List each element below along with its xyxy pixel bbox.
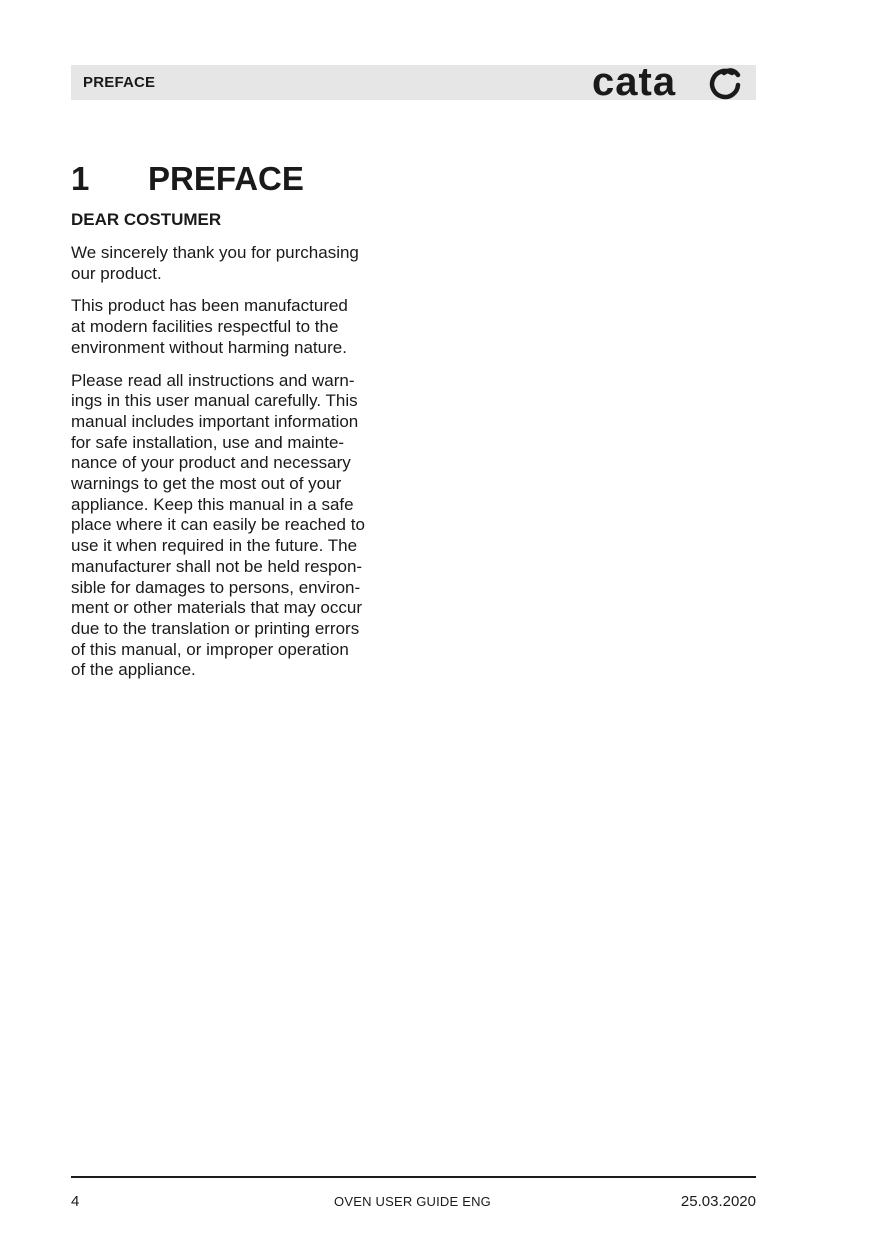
text-line: place where it can easily be reached to [71,515,365,535]
text-line: nance of your product and necessary [71,453,351,473]
text-line: manufacturer shall not be held respon- [71,556,363,576]
chapter-title [71,160,304,198]
chapter-number: 1 [71,160,90,197]
footer-divider [71,1176,756,1178]
text-line: of this manual, or improper operation [71,639,349,659]
text-line: ings in this user manual carefully. This [71,391,358,411]
svg-text:cata: cata [592,65,677,101]
text-line: for safe installation, use and mainte- [71,432,345,452]
text-line: manual includes important information [71,411,359,431]
text-line: use it when required in the future. The [71,536,358,556]
paragraph-manufacturing [71,296,406,358]
paragraph-thanks [71,243,406,284]
text-line: our product. [71,263,162,283]
text-line: Please read all instructions and warn- [71,370,355,390]
cata-logo [592,65,744,101]
text-line: sible for damages to persons, environ- [71,577,361,597]
footer-page-number: 4 [71,1193,80,1210]
text-line: of the appliance. [71,660,196,680]
section-heading: DEAR COSTUMER [71,210,222,229]
footer-date: 25.03.2020 [680,1193,756,1210]
text-line: appliance. Keep this manual in a safe [71,494,354,514]
cata-logo-swirl-icon [712,70,738,97]
page-header [71,65,756,100]
header-section-label: PREFACE [83,74,156,91]
text-line: due to the translation or printing errors [71,618,360,638]
text-line: This product has been manufactured [71,296,348,316]
paragraph-instructions [71,371,406,682]
footer-document-title: OVEN USER GUIDE ENG [334,1194,491,1209]
text-line: warnings to get the most out of your [71,474,342,494]
text-line: environment without harming nature. [71,337,347,357]
text-line: ment or other materials that may occur [71,598,363,618]
body-text [71,243,406,693]
chapter-title-text: PREFACE [148,160,304,197]
text-line: at modern facilities respectful to the [71,317,339,337]
text-line: We sincerely thank you for purchasing [71,243,359,262]
